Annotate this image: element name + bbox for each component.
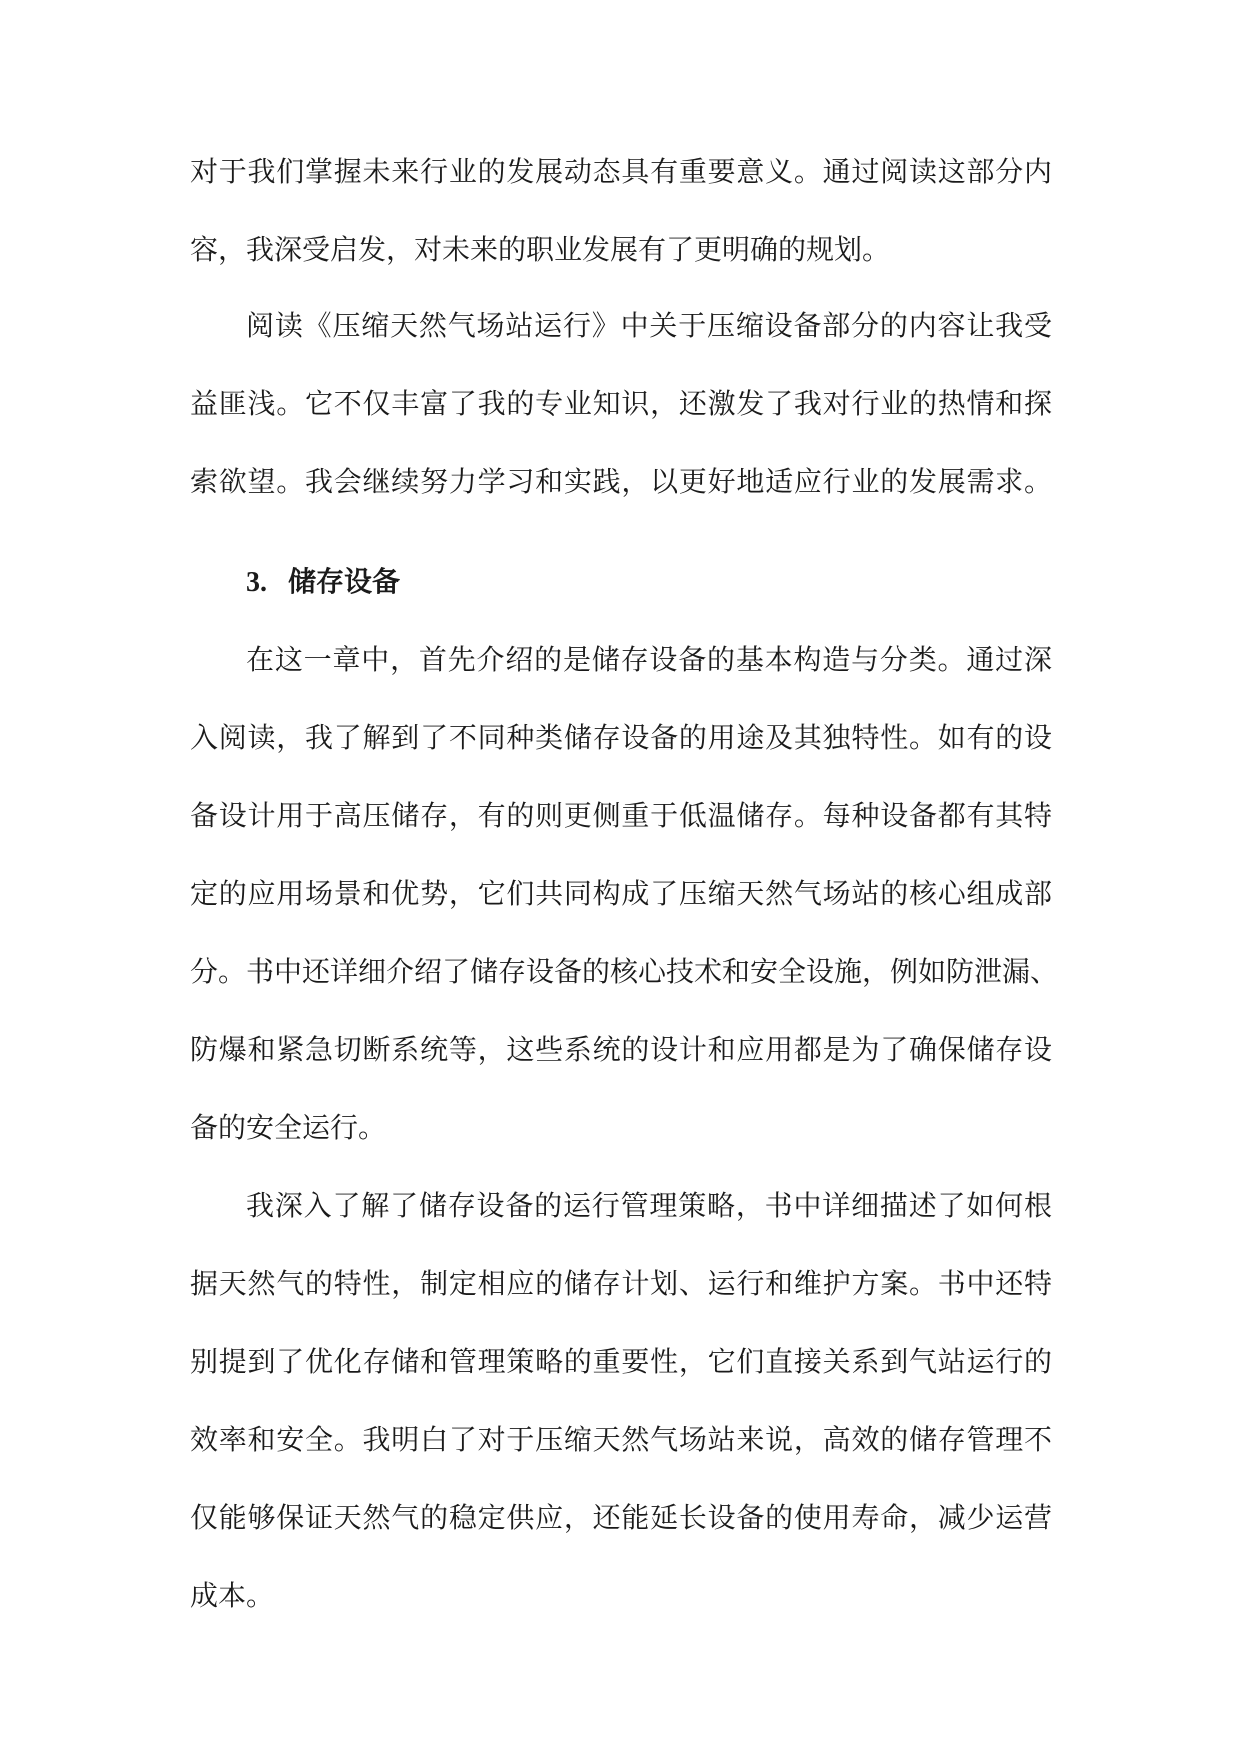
paragraph-line: 备设计用于高压储存，有的则更侧重于低温储存。每种设备都有其特 <box>190 799 1052 832</box>
paragraph-line: 入阅读，我了解到了不同种类储存设备的用途及其独特性。如有的设 <box>190 721 1052 754</box>
paragraph-line: 据天然气的特性，制定相应的储存计划、运行和维护方案。书中还特 <box>190 1267 1052 1300</box>
paragraph-line: 防爆和紧急切断系统等，这些系统的设计和应用都是为了确保储存设 <box>190 1033 1052 1066</box>
paragraph-line: 别提到了优化存储和管理策略的重要性，它们直接关系到气站运行的 <box>190 1345 1052 1378</box>
paragraph-line: 在这一章中，首先介绍的是储存设备的基本构造与分类。通过深 <box>246 643 1052 676</box>
paragraph-line: 阅读《压缩天然气场站运行》中关于压缩设备部分的内容让我受 <box>246 309 1052 342</box>
paragraph-line: 分。书中还详细介绍了储存设备的核心技术和安全设施，例如防泄漏、 <box>190 955 1059 988</box>
paragraph-line: 益匪浅。它不仅丰富了我的专业知识，还激发了我对行业的热情和探 <box>190 387 1052 420</box>
paragraph-line: 我深入了解了储存设备的运行管理策略，书中详细描述了如何根 <box>246 1189 1052 1222</box>
section-title: 储存设备 <box>288 565 401 598</box>
section-number: 3. <box>246 567 267 598</box>
paragraph-line: 定的应用场景和优势，它们共同构成了压缩天然气场站的核心组成部 <box>190 877 1052 910</box>
paragraph-line: 成本。 <box>190 1579 275 1612</box>
paragraph-line: 仅能够保证天然气的稳定供应，还能延长设备的使用寿命，减少运营 <box>190 1501 1052 1534</box>
paragraph-line: 容，我深受启发，对未来的职业发展有了更明确的规划。 <box>190 233 891 266</box>
section-heading <box>246 562 400 603</box>
paragraph-line: 备的安全运行。 <box>190 1111 387 1144</box>
paragraph-line: 对于我们掌握未来行业的发展动态具有重要意义。通过阅读这部分内 <box>190 155 1052 188</box>
paragraph-line: 效率和安全。我明白了对于压缩天然气场站来说，高效的储存管理不 <box>190 1423 1052 1456</box>
paragraph-line: 索欲望。我会继续努力学习和实践，以更好地适应行业的发展需求。 <box>190 465 1052 498</box>
